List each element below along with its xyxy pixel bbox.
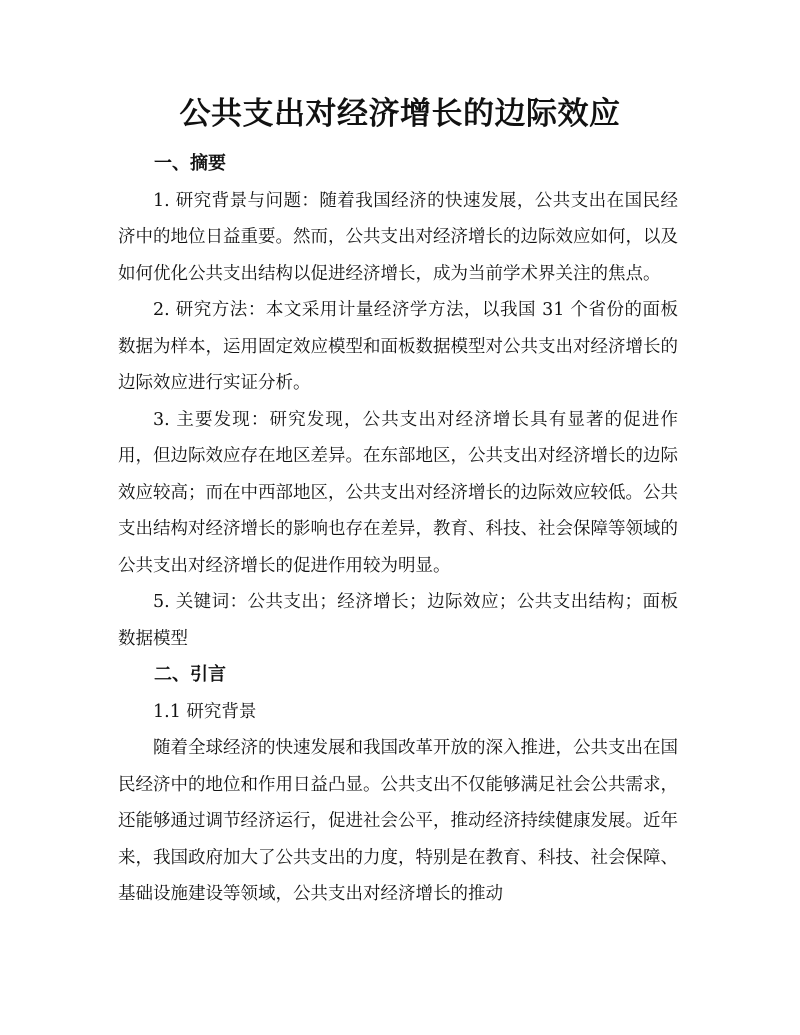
abstract-item-method: 2. 研究方法：本文采用计量经济学方法，以我国 31 个省份的面板数据为样本，运用固定效应模型和面板数据模型对公共支出对经济增长的边际效应进行实证分析。 <box>118 300 678 393</box>
abstract-heading: 一、摘要 <box>154 153 226 174</box>
document-title: 公共支出对经济增长的边际效应 <box>179 96 621 132</box>
abstract-item-background: 1. 研究背景与问题：随着我国经济的快速发展，公共支出在国民经济中的地位日益重要。然而，公共支出对经济增长的边际效应如何，以及如何优化公共支出结构以促进经济增长，成为当前学术界关注的焦点。 <box>118 190 678 284</box>
abstract-item-findings: 3. 主要发现：研究发现，公共支出对经济增长具有显著的促进作用，但边际效应存在地区差异。在东部地区，公共支出对经济增长的边际效应较高；而在中西部地区，公共支出对经济增长的边际效应较低。公共支出结构对经济增长的影响也存在差异，教育、科技、社会保障等领域的公共支出对经济增长的促进作用较为明显。 <box>118 409 678 576</box>
abstract-item-keywords: 5. 关键词：公共支出；经济增长；边际效应；公共支出结构；面板数据模型 <box>118 592 678 649</box>
document-body <box>118 146 678 913</box>
intro-subheading: 1.1 研究背景 <box>153 701 257 722</box>
intro-paragraph: 随着全球经济的快速发展和我国改革开放的深入推进，公共支出在国民经济中的地位和作用日益凸显。公共支出不仅能够满足社会公共需求，还能够通过调节经济运行，促进社会公平，推动经济持续健康发展。近年来，我国政府加大了公共支出的力度，特别是在教育、科技、社会保障、基础设施建设等领域，公共支出对经济增长的推动 <box>118 738 678 904</box>
intro-heading: 二、引言 <box>154 664 226 685</box>
